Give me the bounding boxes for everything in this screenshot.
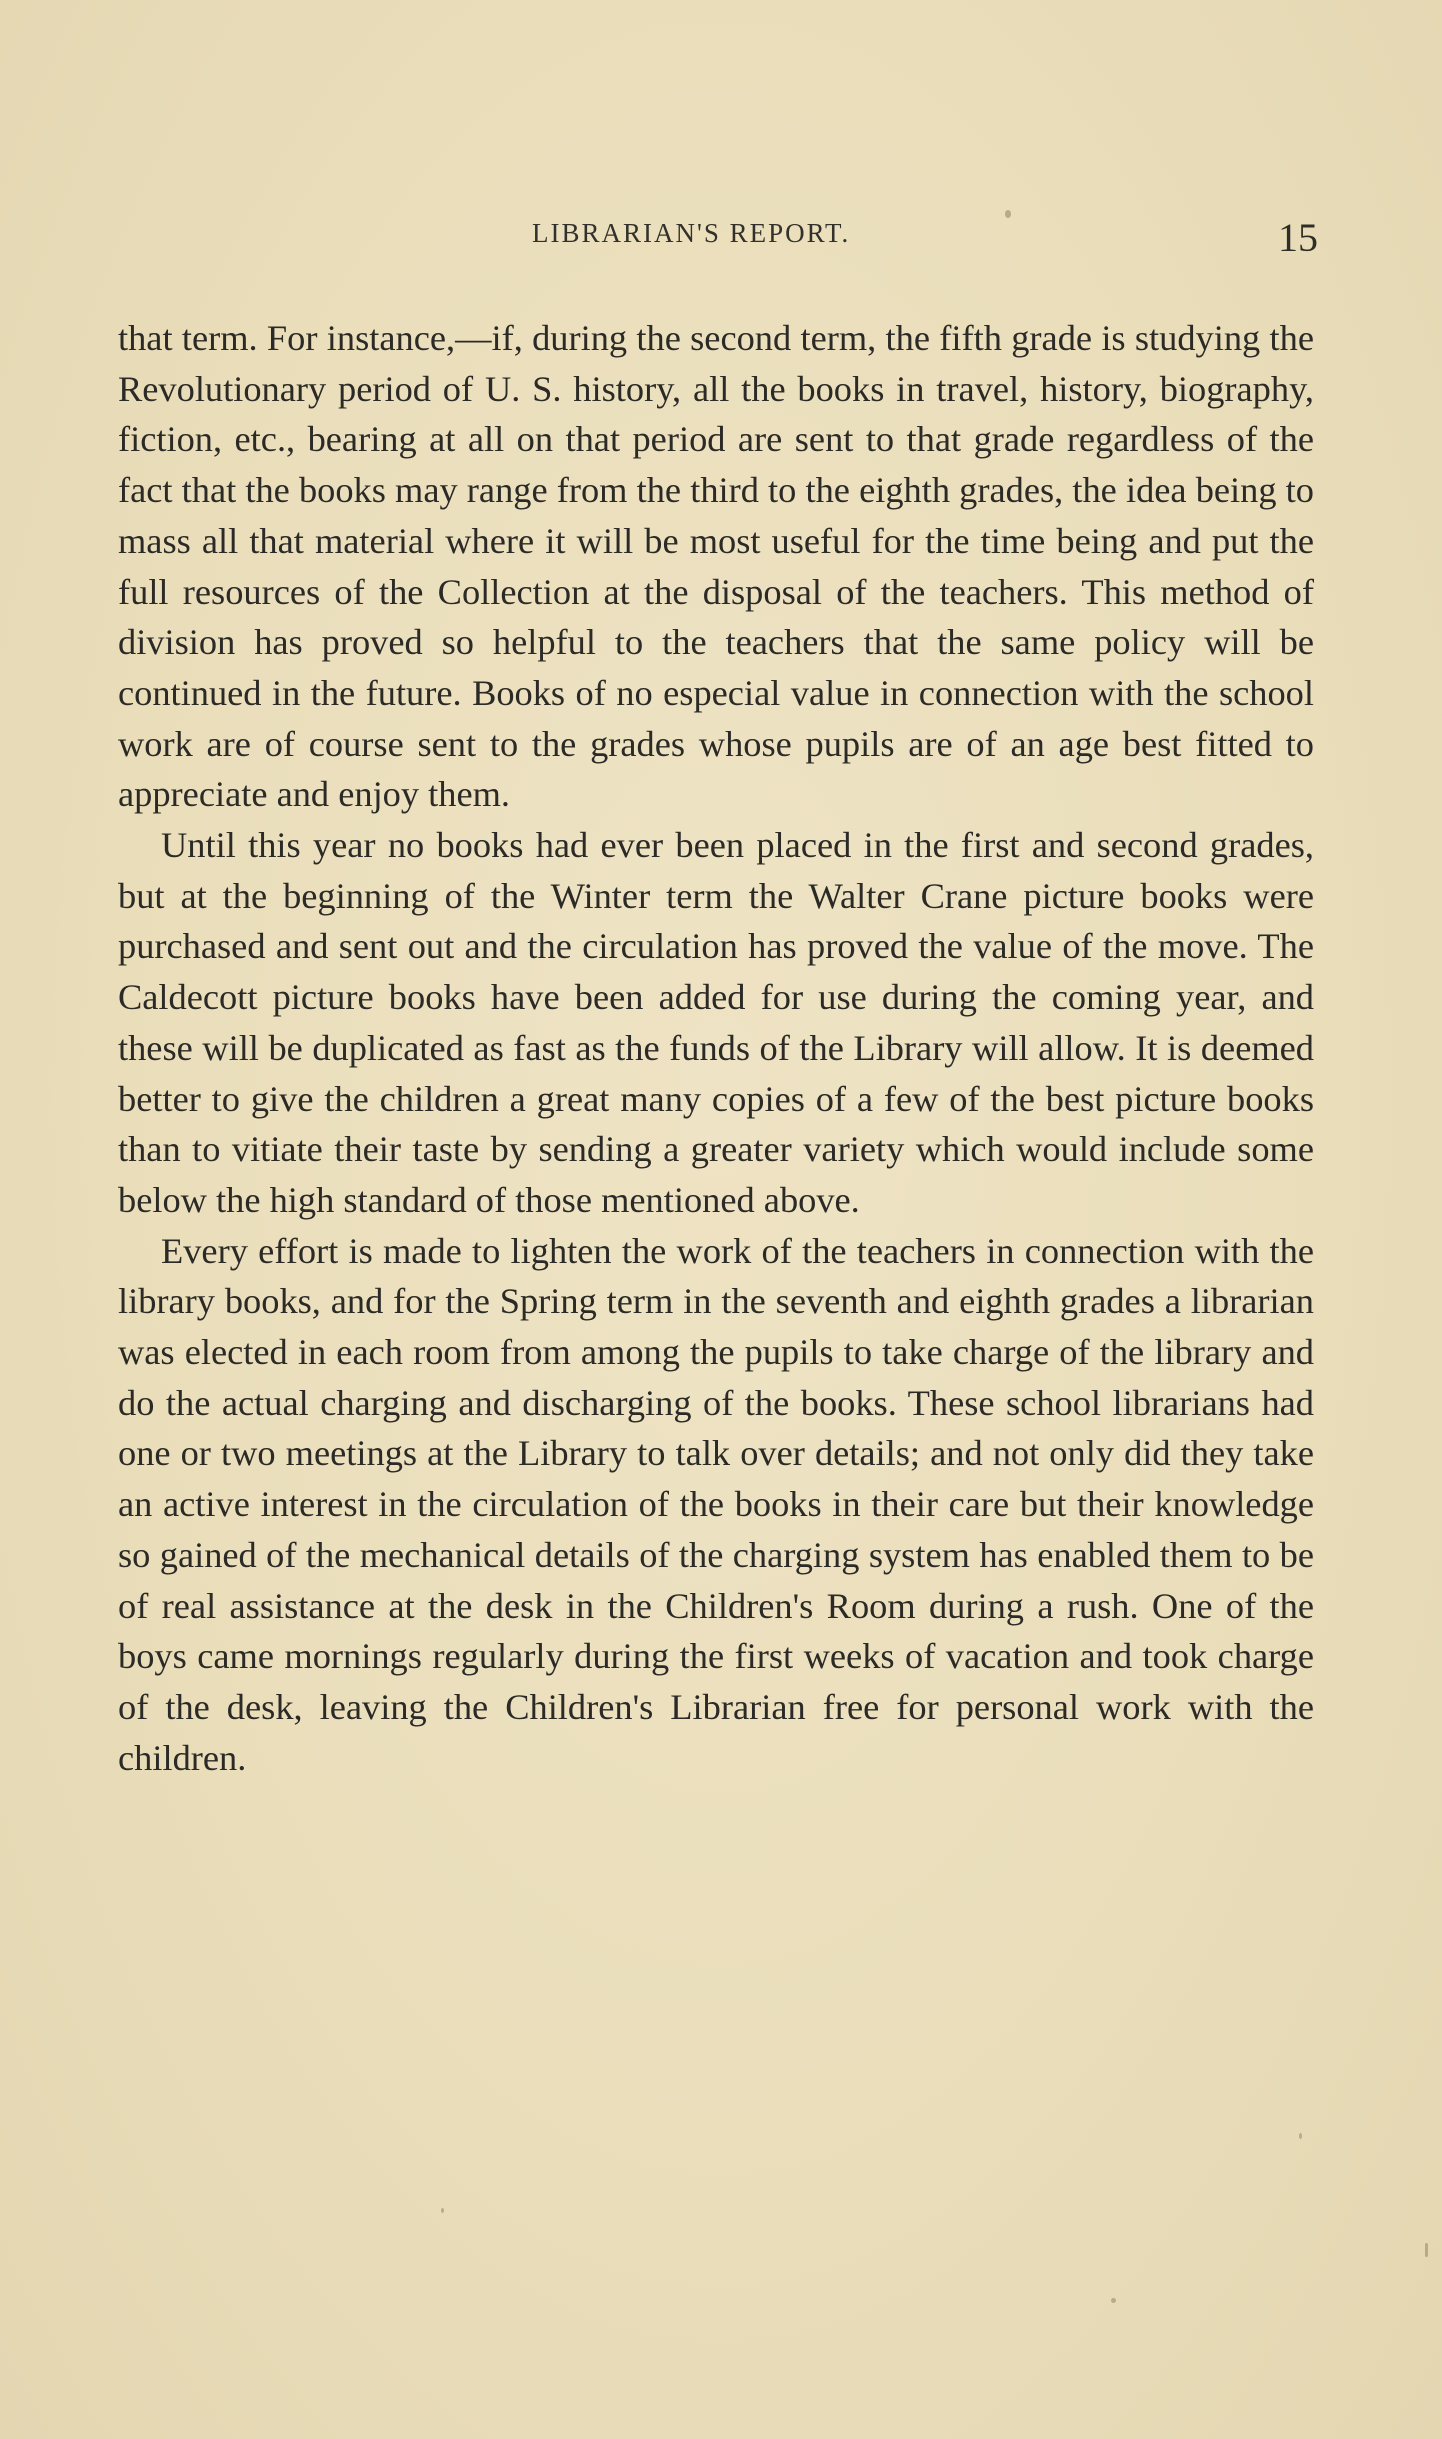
running-title: LIBRARIAN'S REPORT. xyxy=(532,218,851,248)
body-text xyxy=(118,313,1314,1783)
paper-speck xyxy=(441,2208,444,2213)
paper-speck xyxy=(1111,2298,1116,2303)
paper-speck xyxy=(1299,2133,1302,2139)
paragraph-2: Until this year no books had ever been placed in the first and second grades, but at the beginning of the Winter term the Walter Crane picture books were purchased and sent out and the circulation has proved the value of the move. The Caldecott picture books have been added for use during the coming year, and these will be duplicated as fast as the funds of the Library will allow. It is deemed better to give the children a great many copies of a few of the best picture books than to vitiate their taste by sending a greater variety which would include some below the high standard of those mentioned above. xyxy=(118,825,1314,1220)
paper-speck xyxy=(1425,2243,1428,2257)
page-number: 15 xyxy=(1278,215,1318,260)
paragraph-3: Every effort is made to lighten the work of the teachers in connection with the library books, and for the Spring term in the seventh and eighth grades a librarian was elected in each room from among the pupils to take charge of the library and do the actual charging and discharging of the books. These school librarians had one or two meetings at the Library to talk over details; and not only did they take an active interest in the circulation of the books in their care but their knowledge so gained of the mechanical details of the charging system has enabled them to be of real assistance at the desk in the Children's Room during a rush. One of the boys came mornings regularly during the first weeks of vacation and took charge of the desk, leaving the Children's Librarian free for personal work with the children. xyxy=(118,1230,1314,1778)
paragraph-1: that term. For instance,—if, during the second term, the fifth grade is studying the Revolutionary period of U. S. history, all the books in travel, history, biography, fiction, etc., bearing at all on that period are sent to that grade regardless of the fact that the books may range from the third to the eighth grades, the idea being to mass all that material where it will be most useful for the time being and put the full resources of the Collection at the disposal of the teachers. This method of division has proved so helpful to the teachers that the same policy will be continued in the future. Books of no especial value in connection with the school work are of course sent to the grades whose pupils are of an age best fitted to appreciate and enjoy them. xyxy=(118,318,1314,815)
running-head xyxy=(0,210,1442,270)
paper-speck xyxy=(1005,210,1011,218)
